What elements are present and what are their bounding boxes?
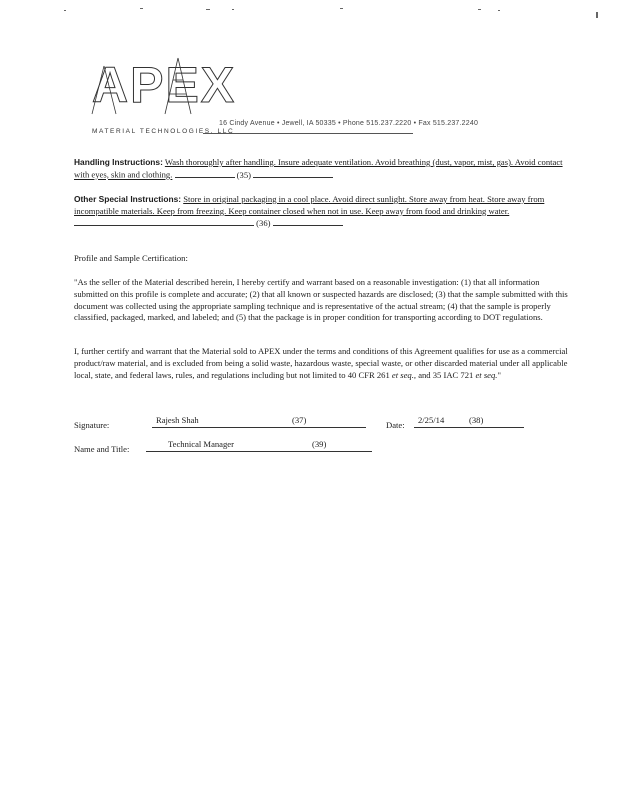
signature-field[interactable] <box>152 416 366 428</box>
handling-value: Wash thoroughly after handling. Insure adequate ventilation. Avoid breathing (dust, vapor, mist, gas). Avoid contact with eyes, skin and clothing. <box>74 157 563 180</box>
other-special-fill-line-end <box>273 218 343 227</box>
other-special-instructions <box>74 194 569 230</box>
handling-fill-line-end <box>253 169 333 178</box>
certification-paragraph-1: "As the seller of the Material described herein, I hereby certify and warrant based on a reasonable investigation: (1) that all information submitted on this profile is complete and accurate; (2) that all known or suspected hazards are disclosed; (3) that the sample submitted with this document was collected using the appropriate sampling technique and is representative of the actual stream; (4) that the sample is properly classified, packaged, marked, and labeled; and (5) that the package is in proper condition for transporting according to DOT regulations. <box>74 277 568 323</box>
logo-text: APEX <box>92 57 237 113</box>
handling-ref: (35) <box>236 169 251 180</box>
et-seq-1: et seq. <box>391 369 414 380</box>
certification-paragraph-2-text-c: " <box>497 369 501 380</box>
name-title-field[interactable] <box>146 440 372 452</box>
et-seq-2: et seq. <box>475 369 498 380</box>
name-title-ref: (39) <box>312 439 327 449</box>
contact-line: 16 Cindy Avenue • Jewell, IA 50335 • Phone 515.237.2220 • Fax 515.237.2240 <box>219 120 479 127</box>
other-special-value: Store in original packaging in a cool place. Avoid direct sunlight. Store away from heat. Store away from incompatible materials. Keep from freezing. Keep container closed when not in use. Keep away from food and drinking water. <box>74 194 545 216</box>
signature-row <box>74 416 524 430</box>
certification-paragraph-2-text-a: I, further certify and warrant that the Material sold to APEX under the terms and conditions of this Agreement qualifies for use as a commercial product/raw material, and is excluded from being a solid waste, hazardous waste, special waste, or other discarded material under all applicable local, state, and federal laws, rules, and regulations including but not limited to 40 CFR 261 <box>74 346 568 380</box>
name-title-label: Name and Title: <box>74 444 130 454</box>
letterhead-rule <box>203 133 413 134</box>
date-field[interactable] <box>414 416 524 428</box>
date-value: 2/25/14 <box>418 415 445 425</box>
handling-instructions <box>74 157 569 181</box>
signature-label: Signature: <box>74 420 110 430</box>
scan-noise <box>0 0 618 20</box>
other-special-label: Other Special Instructions: <box>74 194 182 204</box>
apex-logo <box>86 56 237 138</box>
logo-subtitle: MATERIAL TECHNOLOGIES, LLC <box>92 128 235 135</box>
name-title-row <box>74 440 372 454</box>
date-ref: (38) <box>469 415 484 425</box>
other-special-fill-line <box>74 218 254 227</box>
other-special-ref: (36) <box>256 218 271 229</box>
name-title-value: Technical Manager <box>168 439 234 449</box>
date-label: Date: <box>386 420 405 430</box>
certification-heading: Profile and Sample Certification: <box>74 253 188 263</box>
signature-value: Rajesh Shah <box>156 415 199 425</box>
certification-paragraph-2 <box>74 346 569 381</box>
signature-ref: (37) <box>292 415 307 425</box>
certification-paragraph-2-text-b: , and 35 IAC 721 <box>413 369 476 380</box>
handling-label: Handling Instructions: <box>74 157 163 167</box>
handling-fill-line <box>175 169 235 178</box>
